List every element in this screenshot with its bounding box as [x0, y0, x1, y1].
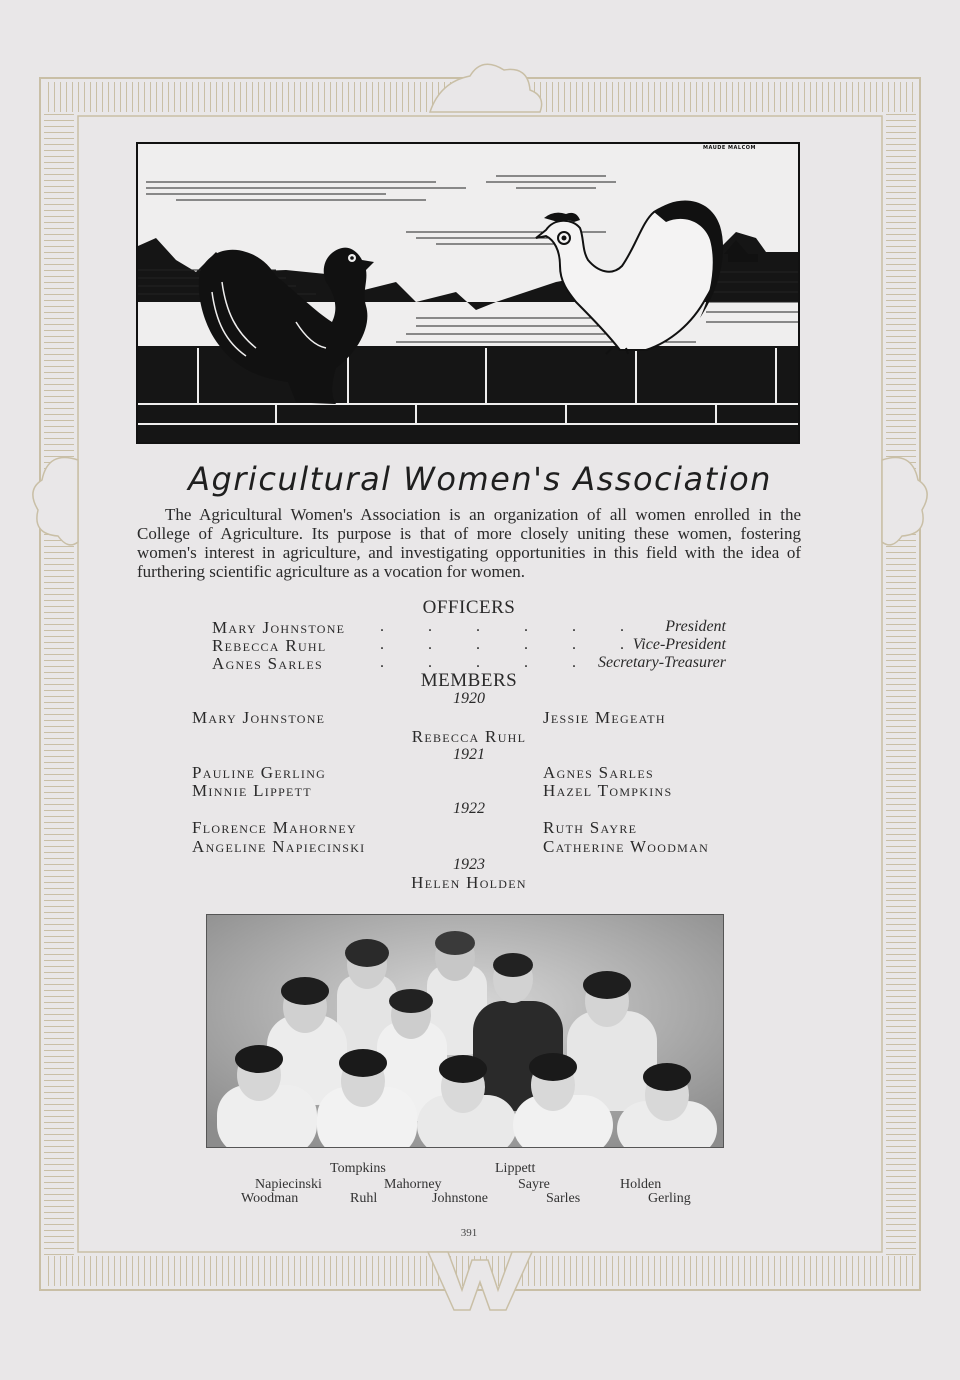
- member-name: Jessie Megeath: [543, 708, 666, 727]
- year-1923: 1923: [453, 856, 485, 873]
- member-name: Catherine Woodman: [543, 837, 710, 856]
- description-text: The Agricultural Women's Association is an organization of all women enrolled in the College of Agriculture. Its purpose is that of more closely uniting these women, fostering women's interest in agriculture, and investigating opportunities in this field with the idea of furthering scientific agriculture as a vocation for women.: [137, 505, 801, 581]
- page-title: Agricultural Women's Association: [188, 460, 772, 498]
- officer-name-2: Rebecca Ruhl: [212, 636, 327, 655]
- member-name: Hazel Tompkins: [543, 781, 673, 800]
- association-description: [137, 505, 801, 581]
- caption-name: Johnstone: [432, 1191, 488, 1206]
- rooster-illustration: [136, 142, 800, 444]
- illustration-signature: MAUDE MALCOM: [703, 145, 756, 151]
- group-photo: [206, 914, 724, 1148]
- caption-name: Lippett: [495, 1161, 536, 1176]
- page-number: 391: [460, 1227, 478, 1239]
- caption-name: Napiecinski: [255, 1177, 322, 1192]
- members-heading: MEMBERS: [420, 670, 518, 691]
- member-name: Angeline Napiecinski: [192, 837, 366, 856]
- leader-dots: . . . . . .: [380, 618, 644, 635]
- member-name: Pauline Gerling: [192, 763, 327, 782]
- officer-role-3: Secretary-Treasurer: [598, 654, 726, 671]
- year-1922: 1922: [453, 800, 485, 817]
- caption-name: Ruhl: [350, 1191, 378, 1206]
- year-1920: 1920: [453, 690, 485, 707]
- member-name: Rebecca Ruhl: [411, 727, 527, 746]
- member-name: Agnes Sarles: [543, 763, 654, 782]
- member-name: Florence Mahorney: [192, 818, 357, 837]
- officer-name-1: Mary Johnstone: [212, 618, 346, 637]
- caption-name: Tompkins: [330, 1161, 386, 1176]
- caption-name: Gerling: [648, 1191, 691, 1206]
- officer-role-1: President: [665, 618, 726, 635]
- officer-role-2: Vice-President: [632, 636, 726, 653]
- caption-name: Woodman: [241, 1191, 299, 1206]
- member-name: Ruth Sayre: [543, 818, 638, 837]
- leader-dots: . . . . . .: [380, 636, 644, 653]
- member-name: Helen Holden: [411, 873, 527, 892]
- year-1921: 1921: [453, 746, 485, 763]
- member-name: Minnie Lippett: [192, 781, 312, 800]
- caption-name: Sayre: [518, 1177, 550, 1192]
- caption-name: Sarles: [546, 1191, 581, 1206]
- officers-heading: OFFICERS: [422, 597, 516, 618]
- caption-name: Mahorney: [384, 1177, 442, 1192]
- officer-name-3: Agnes Sarles: [212, 654, 323, 673]
- leader-dots: . . . . .: [380, 654, 596, 671]
- member-name: Mary Johnstone: [192, 708, 326, 727]
- caption-name: Holden: [620, 1177, 662, 1192]
